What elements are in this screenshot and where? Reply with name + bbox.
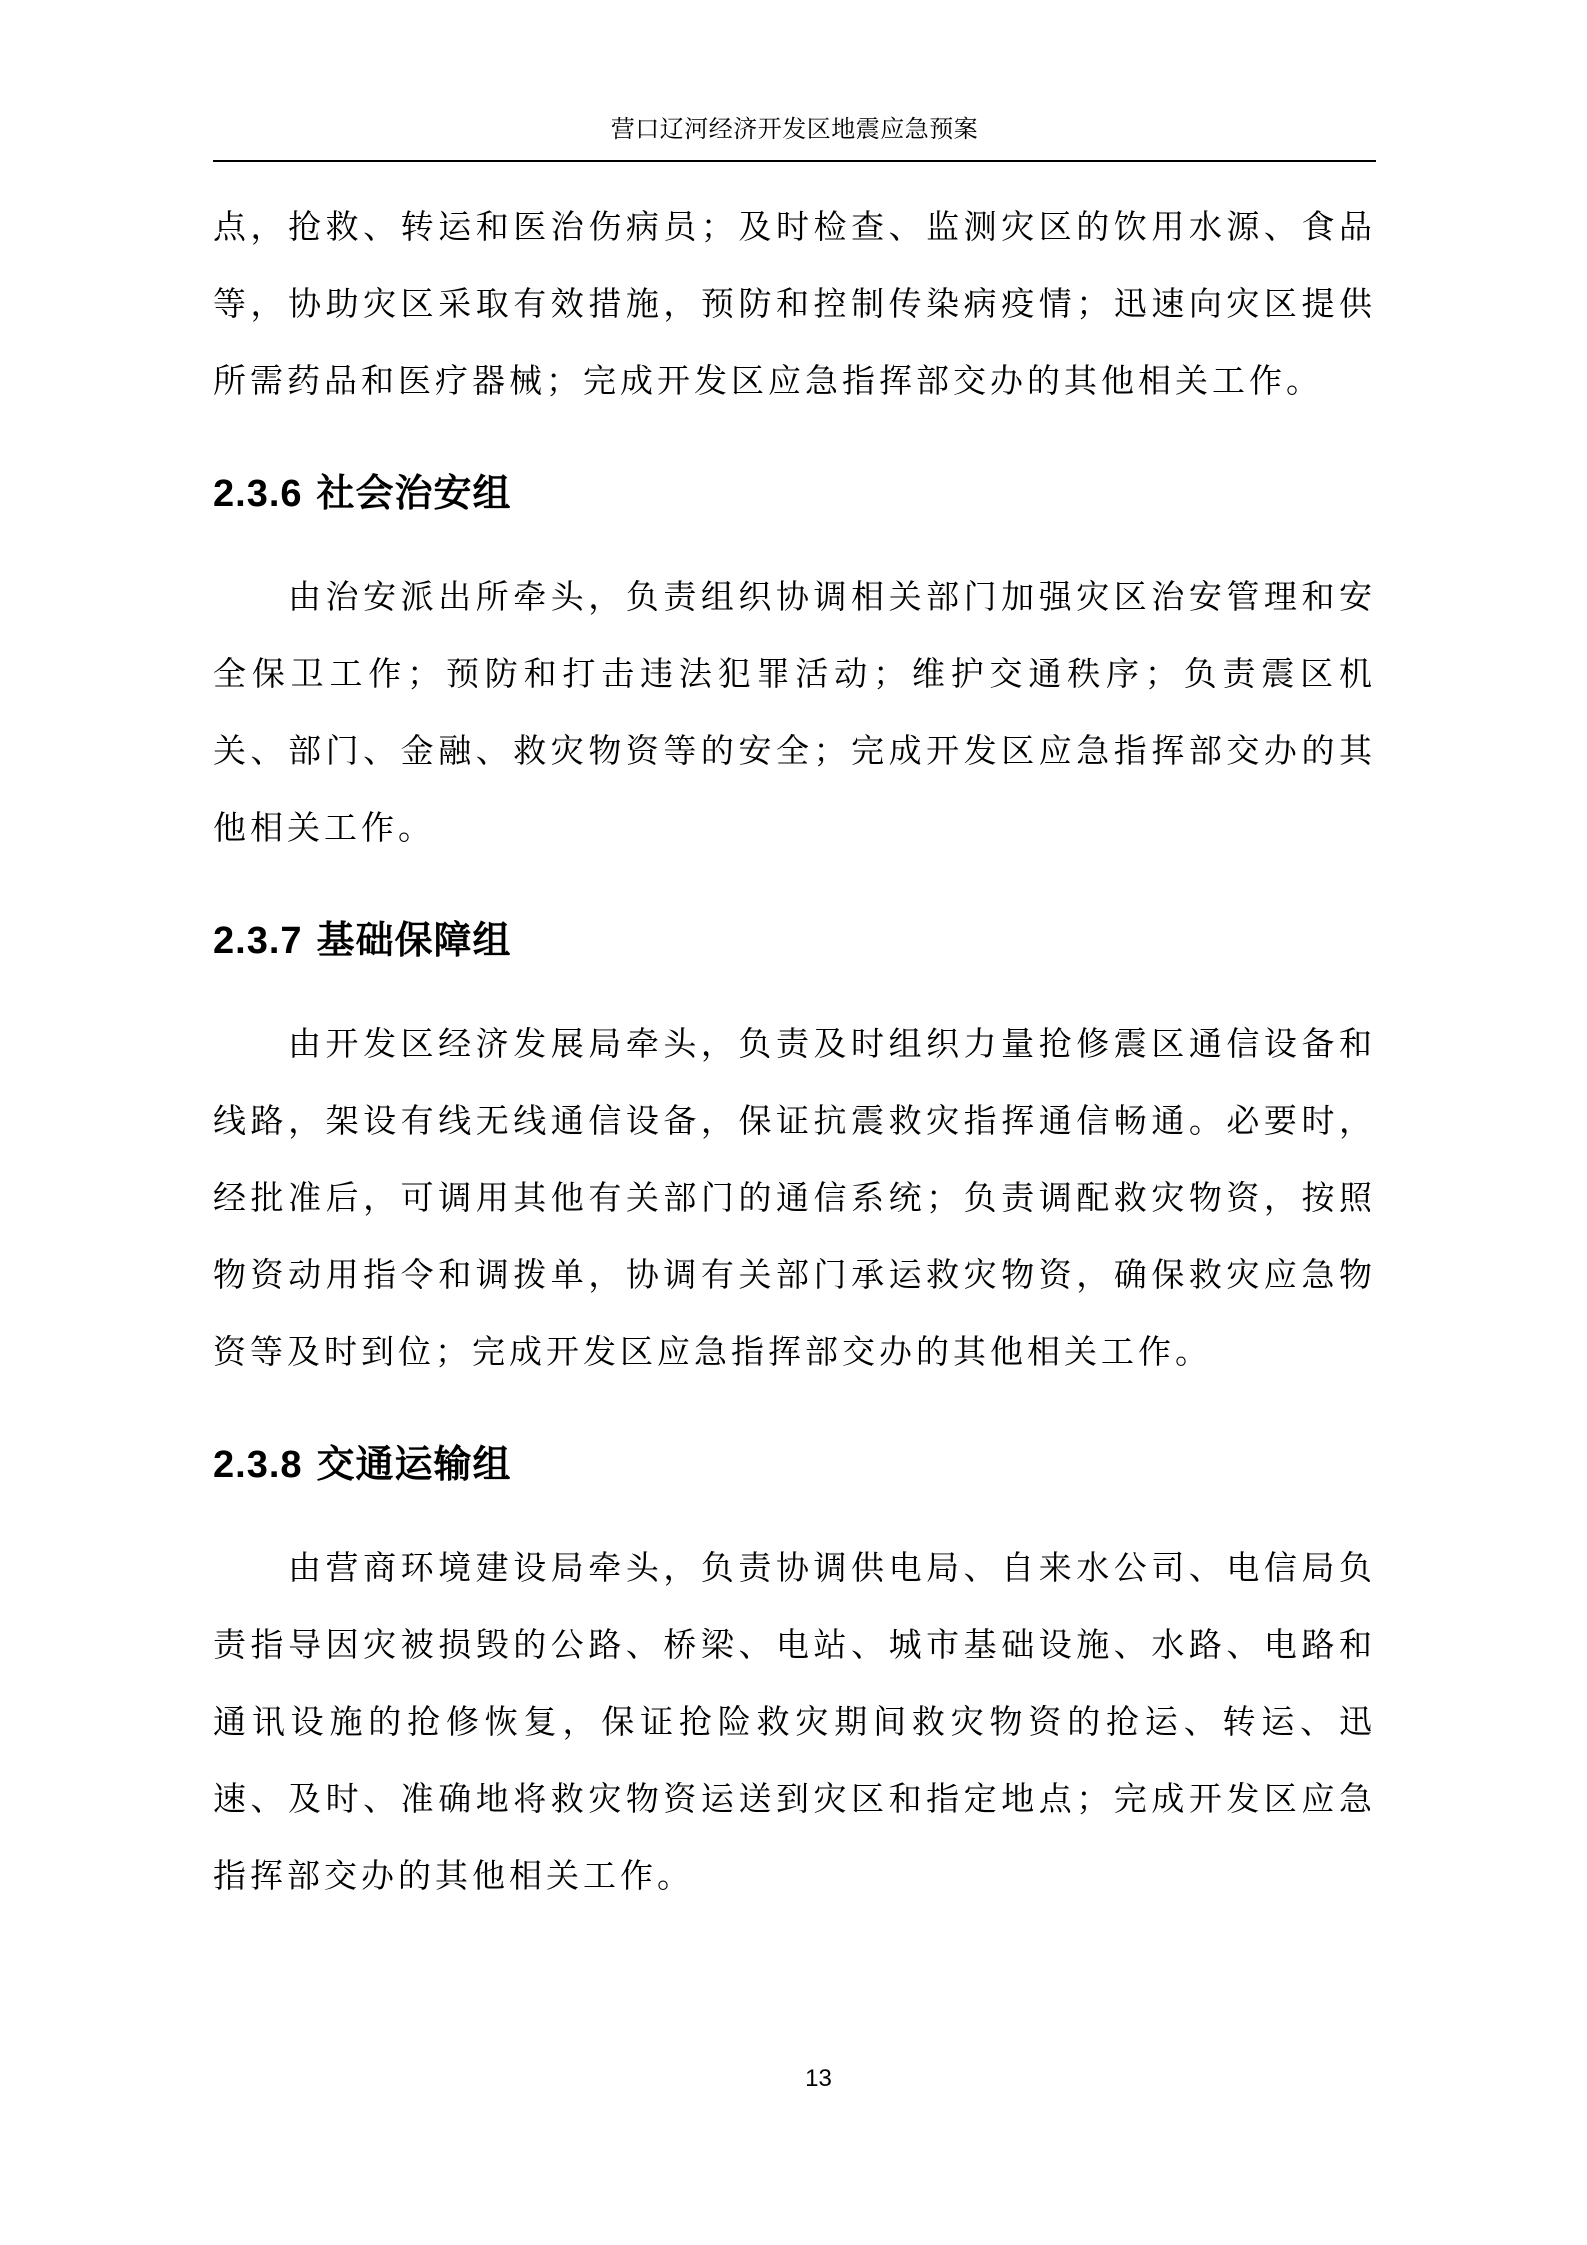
section-title-2-3-7: 基础保障组 [316, 920, 512, 962]
document-header-title: 营口辽河经济开发区地震应急预案 [610, 117, 979, 143]
paragraph-section-2-3-7: 由开发区经济发展局牵头，负责及时组织力量抢修震区通信设备和线路，架设有线无线通信设备，保证抗震救灾指挥通信畅通。必要时，经批准后，可调用其他有关部门的通信系统；负责调配救灾物资，按照物资动用指令和调拨单，协调有关部门承运救灾物资，确保救灾应急物资等及时到位；完成开发区应急指挥部交办的其他相关工作。 [213, 1027, 1376, 1371]
section-title-2-3-6: 社会治安组 [316, 473, 512, 515]
section-heading-2-3-6 [213, 469, 1376, 519]
page-footer [0, 2064, 1587, 2094]
page-number: 13 [805, 2065, 832, 2092]
section-title-2-3-8: 交通运输组 [316, 1444, 512, 1486]
paragraph-section-2-3-6: 由治安派出所牵头，负责组织协调相关部门加强灾区治安管理和安全保卫工作；预防和打击违法犯罪活动；维护交通秩序；负责震区机关、部门、金融、救灾物资等的安全；完成开发区应急指挥部交办的其他相关工作。 [213, 580, 1376, 847]
section-heading-2-3-7 [213, 916, 1376, 966]
section-number-2-3-6: 2.3.6 [213, 473, 303, 515]
section-number-2-3-7: 2.3.7 [213, 920, 303, 962]
paragraph-section-2-3-8: 由营商环境建设局牵头，负责协调供电局、自来水公司、电信局负责指导因灾被损毁的公路、桥梁、电站、城市基础设施、水路、电路和通讯设施的抢修恢复，保证抢险救灾期间救灾物资的抢运、转运、迅速、及时、准确地将救灾物资运送到灾区和指定地点；完成开发区应急指挥部交办的其他相关工作。 [213, 1551, 1376, 1895]
page-header [213, 0, 1376, 162]
section-heading-2-3-8 [213, 1440, 1376, 1490]
document-content [213, 162, 1376, 1916]
paragraph-continuation: 点，抢救、转运和医治伤病员；及时检查、监测灾区的饮用水源、食品等，协助灾区采取有效措施，预防和控制传染病疫情；迅速向灾区提供所需药品和医疗器械；完成开发区应急指挥部交办的其他相关工作。 [213, 210, 1376, 400]
section-number-2-3-8: 2.3.8 [213, 1444, 303, 1486]
